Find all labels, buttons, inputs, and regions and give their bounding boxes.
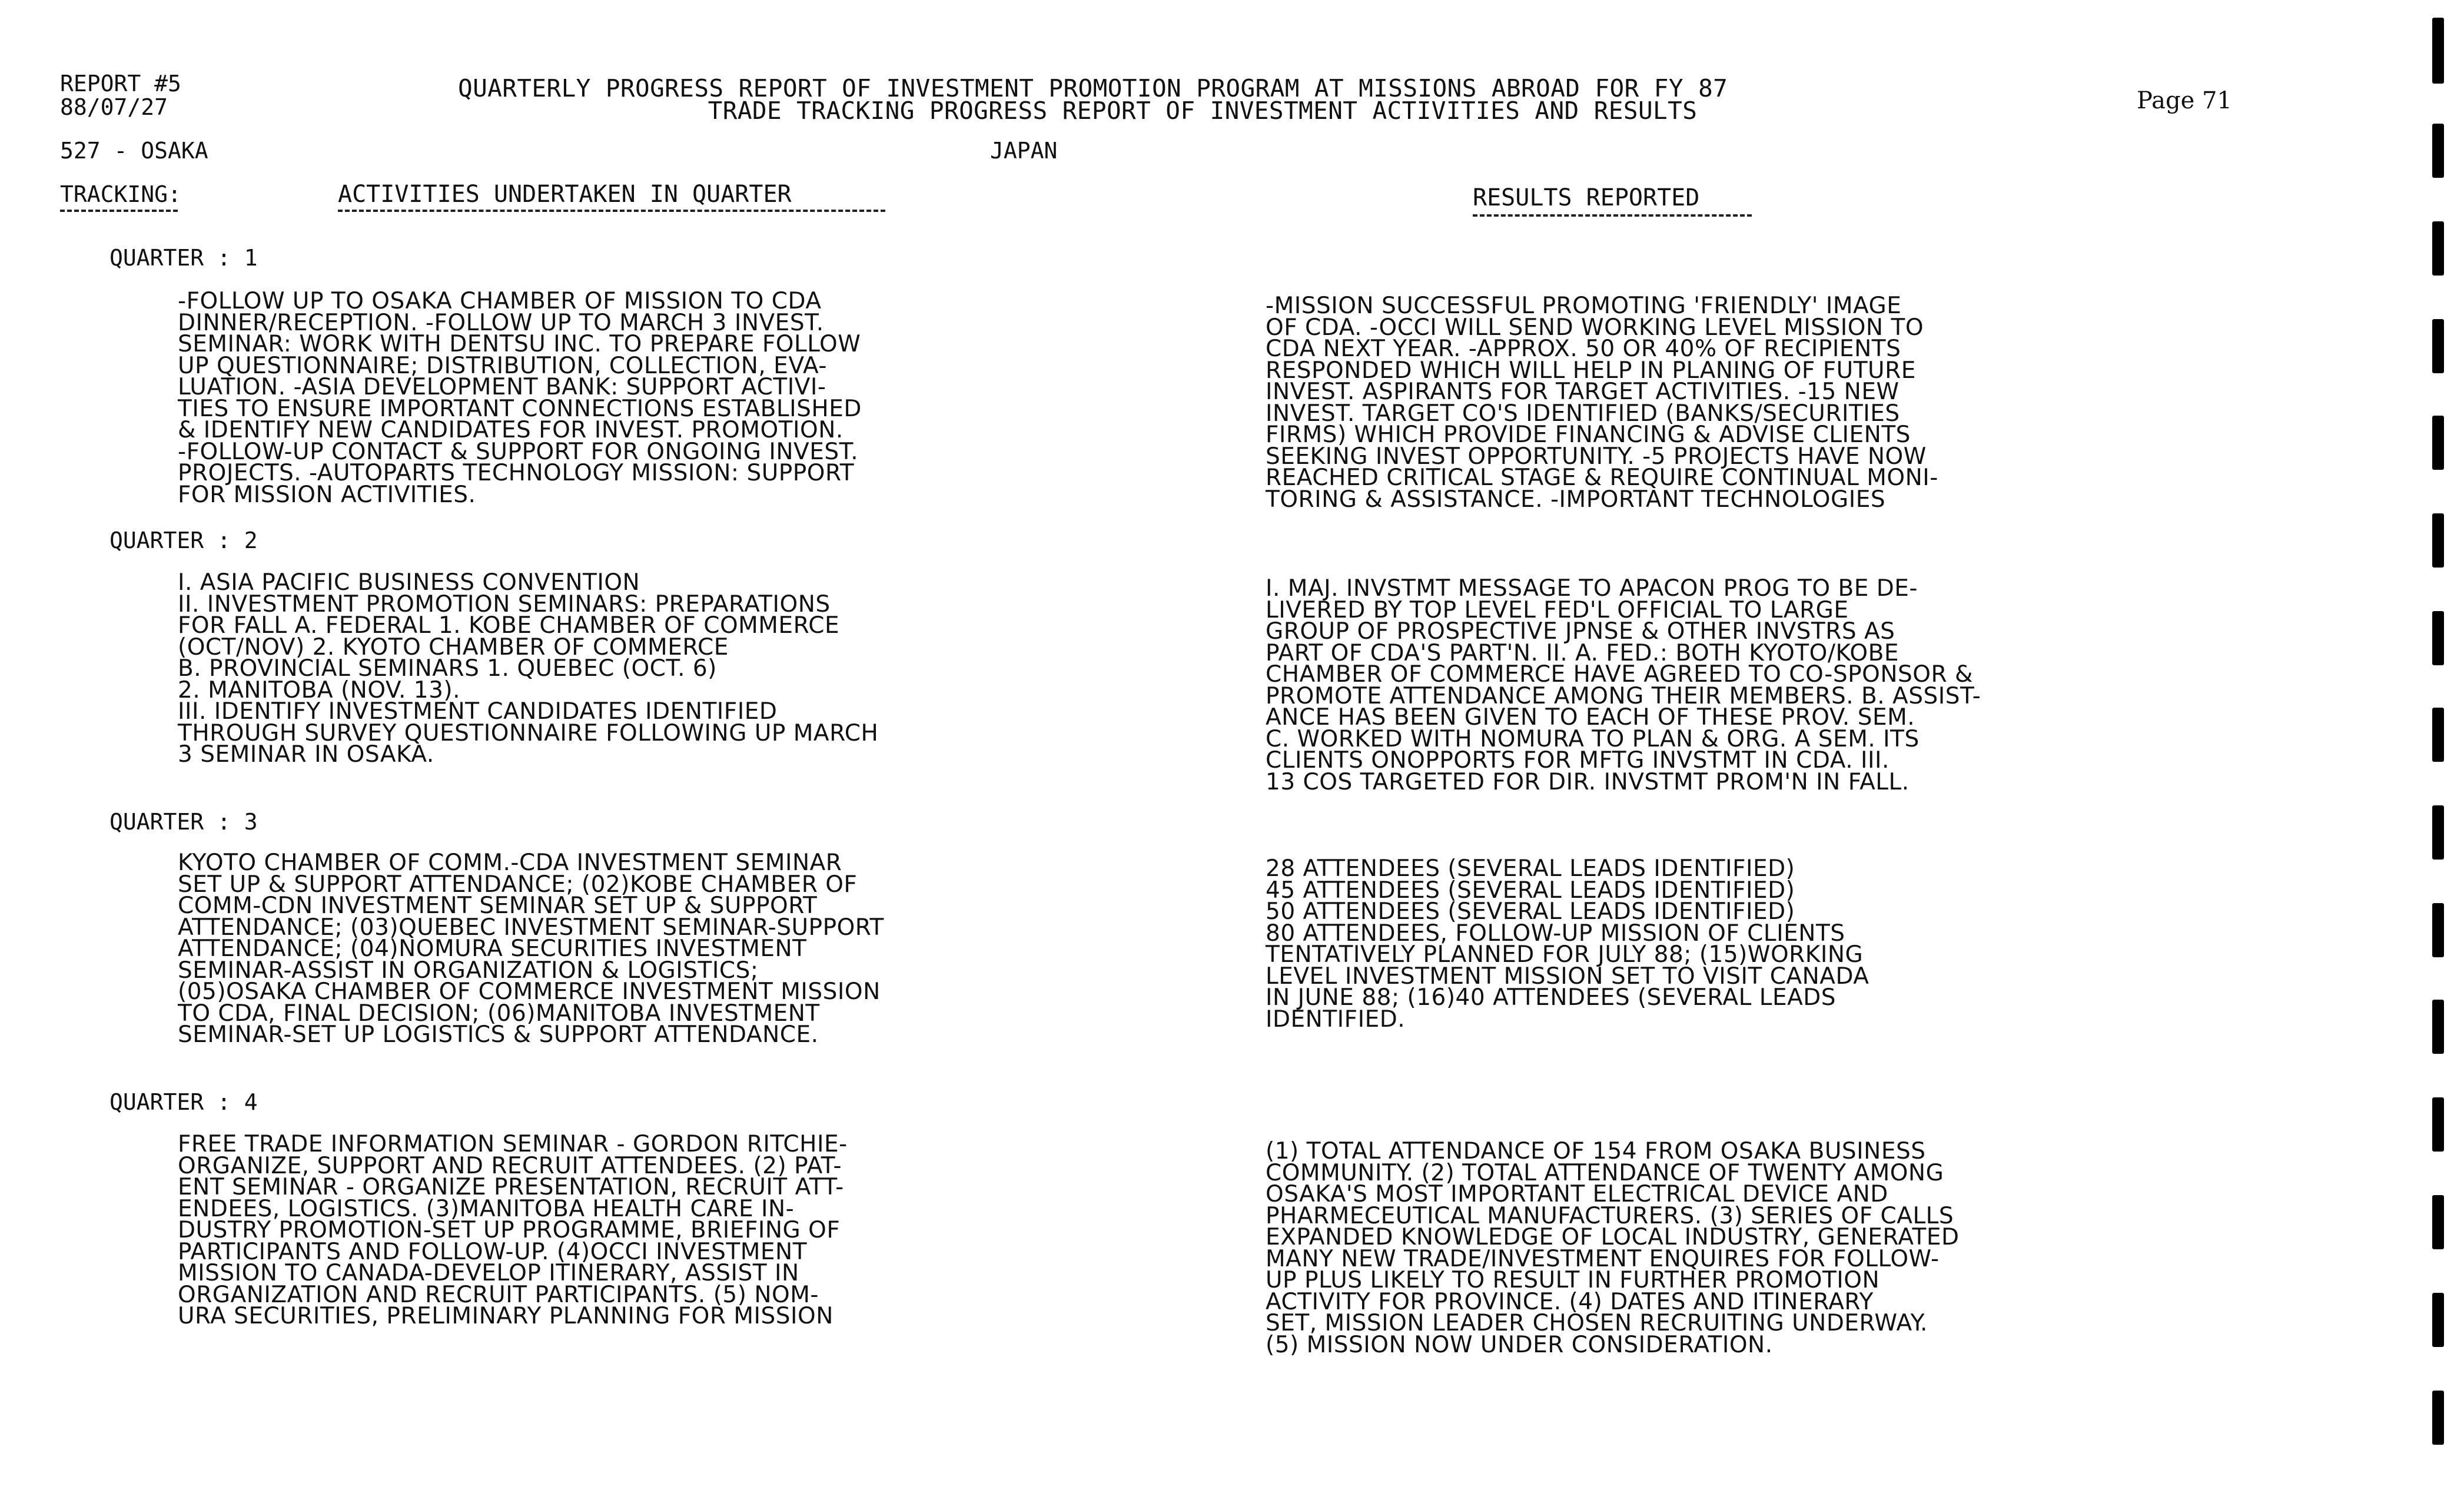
perforation-mark <box>2432 805 2444 860</box>
quarter-activities: FREE TRADE INFORMATION SEMINAR - GORDON RITCHIE- ORGANIZE, SUPPORT AND RECRUIT ATTENDEES. (2) PAT- ENT SEMINAR - ORGANIZE PRESENTATION, RECRUIT ATT- ENDEES, LOGISTICS. (3)MANITOBA HEALTH CARE IN- DUSTRY PROMOTION-SET UP PROGRAMME, BRIEFING OF PARTICIPANTS AND FOLLOW-UP. (4)OCCI INVESTMENT MISSION TO CANADA-DEVELOP ITINERARY, ASSIST IN ORGANIZATION AND RECRUIT PARTICIPANTS. (5) NOM- URA SECURITIES, PRELIMINARY PLANNING FOR MISSION <box>178 1131 848 1329</box>
page-number: Page 71 <box>2137 87 2232 114</box>
quarter-label: QUARTER : 2 <box>109 527 258 553</box>
report-subtitle: TRADE TRACKING PROGRESS REPORT OF INVESTMENT ACTIVITIES AND RESULTS <box>708 97 1698 125</box>
results-underline <box>1473 214 1752 217</box>
report-date: 88/07/27 <box>60 94 168 120</box>
perforation-mark <box>2432 1391 2444 1445</box>
perforation-mark <box>2432 221 2444 276</box>
country-label: JAPAN <box>990 138 1058 164</box>
tracking-underline <box>60 210 178 212</box>
quarter-results: (1) TOTAL ATTENDANCE OF 154 FROM OSAKA BUSINESS COMMUNITY. (2) TOTAL ATTENDANCE OF TWENTY AMONG OSAKA'S MOST IMPORTANT ELECTRICAL DEVICE AND PHARMECEUTICAL MANUFACTURERS. (3) SERIES OF CALLS EXPANDED KNOWLEDGE OF LOCAL INDUSTRY, GENERATED MANY NEW TRADE/INVESTMENT ENQUIRES FOR FOLLOW- UP PLUS LIKELY TO RESULT IN FURTHER PROMOTION ACTIVITY FOR PROVINCE. (4) DATES AND ITINERARY SET, MISSION LEADER CHOSEN RECRUITING UNDERWAY. (5) MISSION NOW UNDER CONSIDERATION. <box>1266 1138 1960 1358</box>
perforation-mark <box>2432 611 2444 665</box>
perforation-mark <box>2432 18 2444 84</box>
report-title: QUARTERLY PROGRESS REPORT OF INVESTMENT PROMOTION PROGRAM AT MISSIONS ABROAD FOR FY 87 <box>458 74 1728 102</box>
mission-label: 527 - OSAKA <box>60 138 208 164</box>
quarter-label: QUARTER : 1 <box>109 245 258 271</box>
quarter-activities: KYOTO CHAMBER OF COMM.-CDA INVESTMENT SEMINAR SET UP & SUPPORT ATTENDANCE; (02)KOBE CHAMBER OF COMM-CDN INVESTMENT SEMINAR SET UP & SUPPORT ATTENDANCE; (03)QUEBEC INVESTMENT SEMINAR-SUPPORT ATTENDANCE; (04)NOMURA SECURITIES INVESTMENT SEMINAR-ASSIST IN ORGANIZATION & LOGISTICS; (05)OSAKA CHAMBER OF COMMERCE INVESTMENT MISSION TO CDA, FINAL DECISION; (06)MANITOBA INVESTMENT SEMINAR-SET UP LOGISTICS & SUPPORT ATTENDANCE. <box>178 850 884 1048</box>
quarter-activities: -FOLLOW UP TO OSAKA CHAMBER OF MISSION TO CDA DINNER/RECEPTION. -FOLLOW UP TO MARCH 3 INVEST. SEMINAR: WORK WITH DENTSU INC. TO PREPARE FOLLOW UP QUESTIONNAIRE; DISTRIBUTION, COLLECTION, EVA- LUATION. -ASIA DEVELOPMENT BANK: SUPPORT ACTIVI- TIES TO ENSURE IMPORTANT CONNECTIONS ESTABLISHED & IDENTIFY NEW CANDIDATES FOR INVEST. PROMOTION. -FOLLOW-UP CONTACT & SUPPORT FOR ONGOING INVEST. PROJECTS. -AUTOPARTS TECHNOLOGY MISSION: SUPPORT FOR MISSION ACTIVITIES. <box>178 288 862 508</box>
quarter-label: QUARTER : 3 <box>109 809 258 835</box>
results-heading: RESULTS REPORTED <box>1473 184 1700 211</box>
perforation-mark <box>2432 1097 2444 1152</box>
perforation-mark <box>2432 124 2444 178</box>
quarter-results: 28 ATTENDEES (SEVERAL LEADS IDENTIFIED) 45 ATTENDEES (SEVERAL LEADS IDENTIFIED) 50 ATTENDEES (SEVERAL LEADS IDENTIFIED) 80 ATTENDEES, FOLLOW-UP MISSION OF CLIENTS TENTATIVELY PLANNED FOR JULY 88; (15)WORKING LEVEL INVESTMENT MISSION SET TO VISIT CANADA IN JUNE 88; (16)40 ATTENDEES (SEVERAL LEADS IDENTIFIED. <box>1266 855 1869 1033</box>
perforation-mark <box>2432 1195 2444 1249</box>
perforation-mark <box>2432 903 2444 957</box>
perforation-mark <box>2432 513 2444 568</box>
quarter-results: -MISSION SUCCESSFUL PROMOTING 'FRIENDLY' IMAGE OF CDA. -OCCI WILL SEND WORKING LEVEL MISSION TO CDA NEXT YEAR. -APPROX. 50 OR 40% OF RECIPIENTS RESPONDED WHICH WILL HELP IN PLANING OF FUTURE INVEST. ASPIRANTS FOR TARGET ACTIVITIES. -15 NEW INVEST. TARGET CO'S IDENTIFIED (BANKS/SECURITIES FIRMS) WHICH PROVIDE FINANCING & ADVISE CLIENTS SEEKING INVEST OPPORTUNITY. -5 PROJECTS HAVE NOW REACHED CRITICAL STAGE & REQUIRE CONTINUAL MONI- TORING & ASSISTANCE. -IMPORTANT TECHNOLOGIES <box>1266 293 1938 513</box>
perforation-mark <box>2432 1000 2444 1054</box>
activities-underline <box>338 210 885 212</box>
perforation-mark <box>2432 1293 2444 1347</box>
quarter-results: I. MAJ. INVSTMT MESSAGE TO APACON PROG TO BE DE- LIVERED BY TOP LEVEL FED'L OFFICIAL TO LARGE GROUP OF PROSPECTIVE JPNSE & OTHER INVSTRS AS PART OF CDA'S PART'N. II. A. FED.: BOTH KYOTO/KOBE CHAMBER OF COMMERCE HAVE AGREED TO CO-SPONSOR & PROMOTE ATTENDANCE AMONG THEIR MEMBERS. B. ASSIST- ANCE HAS BEEN GIVEN TO EACH OF THESE PROV. SEM. C. WORKED WITH NOMURA TO PLAN & ORG. A SEM. ITS CLIENTS ONOPPORTS FOR MFTG INVSTMT IN CDA. III. 13 COS TARGETED FOR DIR. INVSTMT PROM'N IN FALL. <box>1266 575 1981 795</box>
perforation-mark <box>2432 319 2444 373</box>
perforation-mark <box>2432 708 2444 762</box>
report-number: REPORT #5 <box>60 71 181 97</box>
quarter-activities: I. ASIA PACIFIC BUSINESS CONVENTION II. INVESTMENT PROMOTION SEMINARS: PREPARATIONS FOR FALL A. FEDERAL 1. KOBE CHAMBER OF COMMERCE (OCT/NOV) 2. KYOTO CHAMBER OF COMMERCE B. PROVINCIAL SEMINARS 1. QUEBEC (OCT. 6) 2. MANITOBA (NOV. 13). III. IDENTIFY INVESTMENT CANDIDATES IDENTIFIED THROUGH SURVEY QUESTIONNAIRE FOLLOWING UP MARCH 3 SEMINAR IN OSAKA. <box>178 569 879 768</box>
perforation-mark <box>2432 416 2444 470</box>
activities-heading: ACTIVITIES UNDERTAKEN IN QUARTER <box>338 181 792 208</box>
quarter-label: QUARTER : 4 <box>109 1089 258 1115</box>
tracking-heading: TRACKING: <box>60 181 181 207</box>
